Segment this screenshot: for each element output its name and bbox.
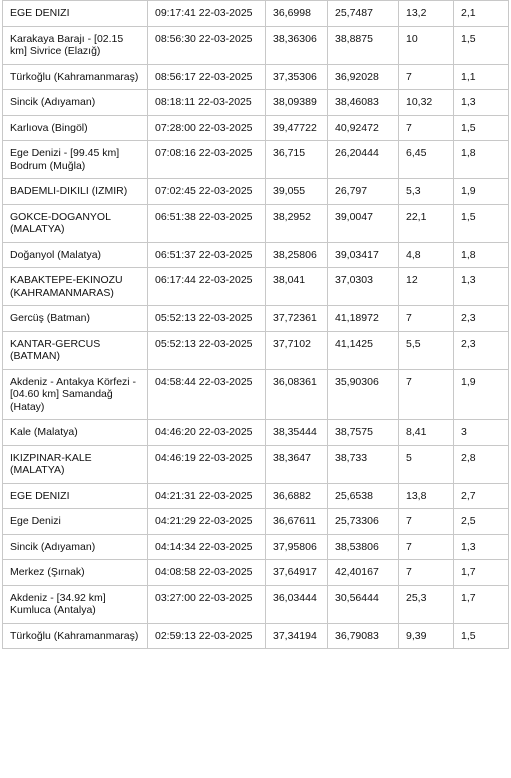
depth-cell: 9,39 [399, 623, 454, 649]
depth-cell: 4,8 [399, 242, 454, 268]
latitude-cell: 37,34194 [266, 623, 328, 649]
longitude-cell: 36,79083 [328, 623, 399, 649]
table-row [3, 534, 509, 560]
datetime-cell: 03:27:00 22-03-2025 [148, 585, 266, 623]
magnitude-cell: 1,3 [454, 534, 509, 560]
latitude-cell: 37,7102 [266, 331, 328, 369]
latitude-cell: 37,72361 [266, 306, 328, 332]
longitude-cell: 26,20444 [328, 141, 399, 179]
longitude-cell: 35,90306 [328, 369, 399, 420]
magnitude-cell: 1,3 [454, 90, 509, 116]
location-cell: KABAKTEPE-EKINOZU (KAHRAMANMARAS) [3, 268, 148, 306]
location-cell: KANTAR-GERCUS (BATMAN) [3, 331, 148, 369]
magnitude-cell: 1,7 [454, 560, 509, 586]
location-cell: Türkoğlu (Kahramanmaraş) [3, 64, 148, 90]
table-row [3, 445, 509, 483]
datetime-cell: 07:28:00 22-03-2025 [148, 115, 266, 141]
longitude-cell: 41,18972 [328, 306, 399, 332]
location-cell: Ege Denizi [3, 509, 148, 535]
magnitude-cell: 2,8 [454, 445, 509, 483]
depth-cell: 5,5 [399, 331, 454, 369]
longitude-cell: 38,46083 [328, 90, 399, 116]
table-row [3, 420, 509, 446]
table-row [3, 509, 509, 535]
magnitude-cell: 1,5 [454, 204, 509, 242]
longitude-cell: 39,03417 [328, 242, 399, 268]
datetime-cell: 08:56:30 22-03-2025 [148, 26, 266, 64]
latitude-cell: 38,2952 [266, 204, 328, 242]
magnitude-cell: 1,1 [454, 64, 509, 90]
longitude-cell: 37,0303 [328, 268, 399, 306]
location-cell: BADEMLI-DIKILI (IZMIR) [3, 179, 148, 205]
magnitude-cell: 1,5 [454, 115, 509, 141]
latitude-cell: 38,09389 [266, 90, 328, 116]
latitude-cell: 37,64917 [266, 560, 328, 586]
datetime-cell: 08:18:11 22-03-2025 [148, 90, 266, 116]
location-cell: Gercüş (Batman) [3, 306, 148, 332]
depth-cell: 10 [399, 26, 454, 64]
magnitude-cell: 1,5 [454, 623, 509, 649]
location-cell: Merkez (Şırnak) [3, 560, 148, 586]
table-row [3, 115, 509, 141]
table-row [3, 560, 509, 586]
magnitude-cell: 1,9 [454, 179, 509, 205]
latitude-cell: 38,35444 [266, 420, 328, 446]
latitude-cell: 37,95806 [266, 534, 328, 560]
depth-cell: 7 [399, 369, 454, 420]
longitude-cell: 40,92472 [328, 115, 399, 141]
location-cell: IKIZPINAR-KALE (MALATYA) [3, 445, 148, 483]
longitude-cell: 25,6538 [328, 483, 399, 509]
longitude-cell: 38,7575 [328, 420, 399, 446]
table-row [3, 1, 509, 27]
magnitude-cell: 1,5 [454, 26, 509, 64]
datetime-cell: 04:14:34 22-03-2025 [148, 534, 266, 560]
depth-cell: 7 [399, 64, 454, 90]
table-row [3, 242, 509, 268]
depth-cell: 5 [399, 445, 454, 483]
table-row [3, 585, 509, 623]
depth-cell: 5,3 [399, 179, 454, 205]
earthquake-table [2, 0, 509, 649]
magnitude-cell: 1,8 [454, 141, 509, 179]
magnitude-cell: 2,3 [454, 306, 509, 332]
datetime-cell: 07:08:16 22-03-2025 [148, 141, 266, 179]
latitude-cell: 36,67611 [266, 509, 328, 535]
location-cell: Akdeniz - [34.92 km] Kumluca (Antalya) [3, 585, 148, 623]
latitude-cell: 39,055 [266, 179, 328, 205]
depth-cell: 25,3 [399, 585, 454, 623]
longitude-cell: 41,1425 [328, 331, 399, 369]
magnitude-cell: 2,7 [454, 483, 509, 509]
table-row [3, 306, 509, 332]
datetime-cell: 04:58:44 22-03-2025 [148, 369, 266, 420]
latitude-cell: 36,715 [266, 141, 328, 179]
magnitude-cell: 2,5 [454, 509, 509, 535]
latitude-cell: 36,03444 [266, 585, 328, 623]
longitude-cell: 30,56444 [328, 585, 399, 623]
datetime-cell: 04:21:31 22-03-2025 [148, 483, 266, 509]
longitude-cell: 38,53806 [328, 534, 399, 560]
longitude-cell: 38,733 [328, 445, 399, 483]
location-cell: Sincik (Adıyaman) [3, 90, 148, 116]
depth-cell: 22,1 [399, 204, 454, 242]
datetime-cell: 05:52:13 22-03-2025 [148, 331, 266, 369]
latitude-cell: 36,6882 [266, 483, 328, 509]
location-cell: Kale (Malatya) [3, 420, 148, 446]
datetime-cell: 05:52:13 22-03-2025 [148, 306, 266, 332]
depth-cell: 6,45 [399, 141, 454, 179]
datetime-cell: 06:17:44 22-03-2025 [148, 268, 266, 306]
datetime-cell: 04:46:20 22-03-2025 [148, 420, 266, 446]
datetime-cell: 06:51:38 22-03-2025 [148, 204, 266, 242]
table-row [3, 268, 509, 306]
location-cell: Karlıova (Bingöl) [3, 115, 148, 141]
location-cell: Doğanyol (Malatya) [3, 242, 148, 268]
longitude-cell: 36,92028 [328, 64, 399, 90]
location-cell: GOKCE-DOGANYOL (MALATYA) [3, 204, 148, 242]
longitude-cell: 25,7487 [328, 1, 399, 27]
table-row [3, 369, 509, 420]
datetime-cell: 04:21:29 22-03-2025 [148, 509, 266, 535]
depth-cell: 12 [399, 268, 454, 306]
latitude-cell: 38,3647 [266, 445, 328, 483]
magnitude-cell: 1,3 [454, 268, 509, 306]
table-row [3, 179, 509, 205]
depth-cell: 7 [399, 534, 454, 560]
magnitude-cell: 2,3 [454, 331, 509, 369]
location-cell: Sincik (Adıyaman) [3, 534, 148, 560]
table-row [3, 26, 509, 64]
longitude-cell: 25,73306 [328, 509, 399, 535]
magnitude-cell: 2,1 [454, 1, 509, 27]
datetime-cell: 02:59:13 22-03-2025 [148, 623, 266, 649]
latitude-cell: 38,25806 [266, 242, 328, 268]
table-row [3, 204, 509, 242]
longitude-cell: 26,797 [328, 179, 399, 205]
depth-cell: 7 [399, 306, 454, 332]
table-row [3, 331, 509, 369]
latitude-cell: 38,041 [266, 268, 328, 306]
datetime-cell: 04:46:19 22-03-2025 [148, 445, 266, 483]
depth-cell: 13,8 [399, 483, 454, 509]
datetime-cell: 08:56:17 22-03-2025 [148, 64, 266, 90]
magnitude-cell: 3 [454, 420, 509, 446]
depth-cell: 13,2 [399, 1, 454, 27]
location-cell: Karakaya Barajı - [02.15 km] Sivrice (Elazığ) [3, 26, 148, 64]
location-cell: Akdeniz - Antakya Körfezi - [04.60 km] Samandağ (Hatay) [3, 369, 148, 420]
table-row [3, 90, 509, 116]
latitude-cell: 39,47722 [266, 115, 328, 141]
datetime-cell: 07:02:45 22-03-2025 [148, 179, 266, 205]
magnitude-cell: 1,9 [454, 369, 509, 420]
table-row [3, 623, 509, 649]
longitude-cell: 38,8875 [328, 26, 399, 64]
latitude-cell: 37,35306 [266, 64, 328, 90]
depth-cell: 7 [399, 560, 454, 586]
table-row [3, 64, 509, 90]
datetime-cell: 09:17:41 22-03-2025 [148, 1, 266, 27]
datetime-cell: 06:51:37 22-03-2025 [148, 242, 266, 268]
latitude-cell: 36,6998 [266, 1, 328, 27]
latitude-cell: 36,08361 [266, 369, 328, 420]
magnitude-cell: 1,7 [454, 585, 509, 623]
depth-cell: 7 [399, 509, 454, 535]
location-cell: Türkoğlu (Kahramanmaraş) [3, 623, 148, 649]
longitude-cell: 42,40167 [328, 560, 399, 586]
depth-cell: 8,41 [399, 420, 454, 446]
longitude-cell: 39,0047 [328, 204, 399, 242]
location-cell: Ege Denizi - [99.45 km] Bodrum (Muğla) [3, 141, 148, 179]
table-row [3, 141, 509, 179]
earthquake-table-body [3, 1, 509, 649]
latitude-cell: 38,36306 [266, 26, 328, 64]
depth-cell: 10,32 [399, 90, 454, 116]
datetime-cell: 04:08:58 22-03-2025 [148, 560, 266, 586]
table-row [3, 483, 509, 509]
magnitude-cell: 1,8 [454, 242, 509, 268]
location-cell: EGE DENIZI [3, 483, 148, 509]
location-cell: EGE DENIZI [3, 1, 148, 27]
depth-cell: 7 [399, 115, 454, 141]
earthquake-table-container [2, 0, 508, 649]
